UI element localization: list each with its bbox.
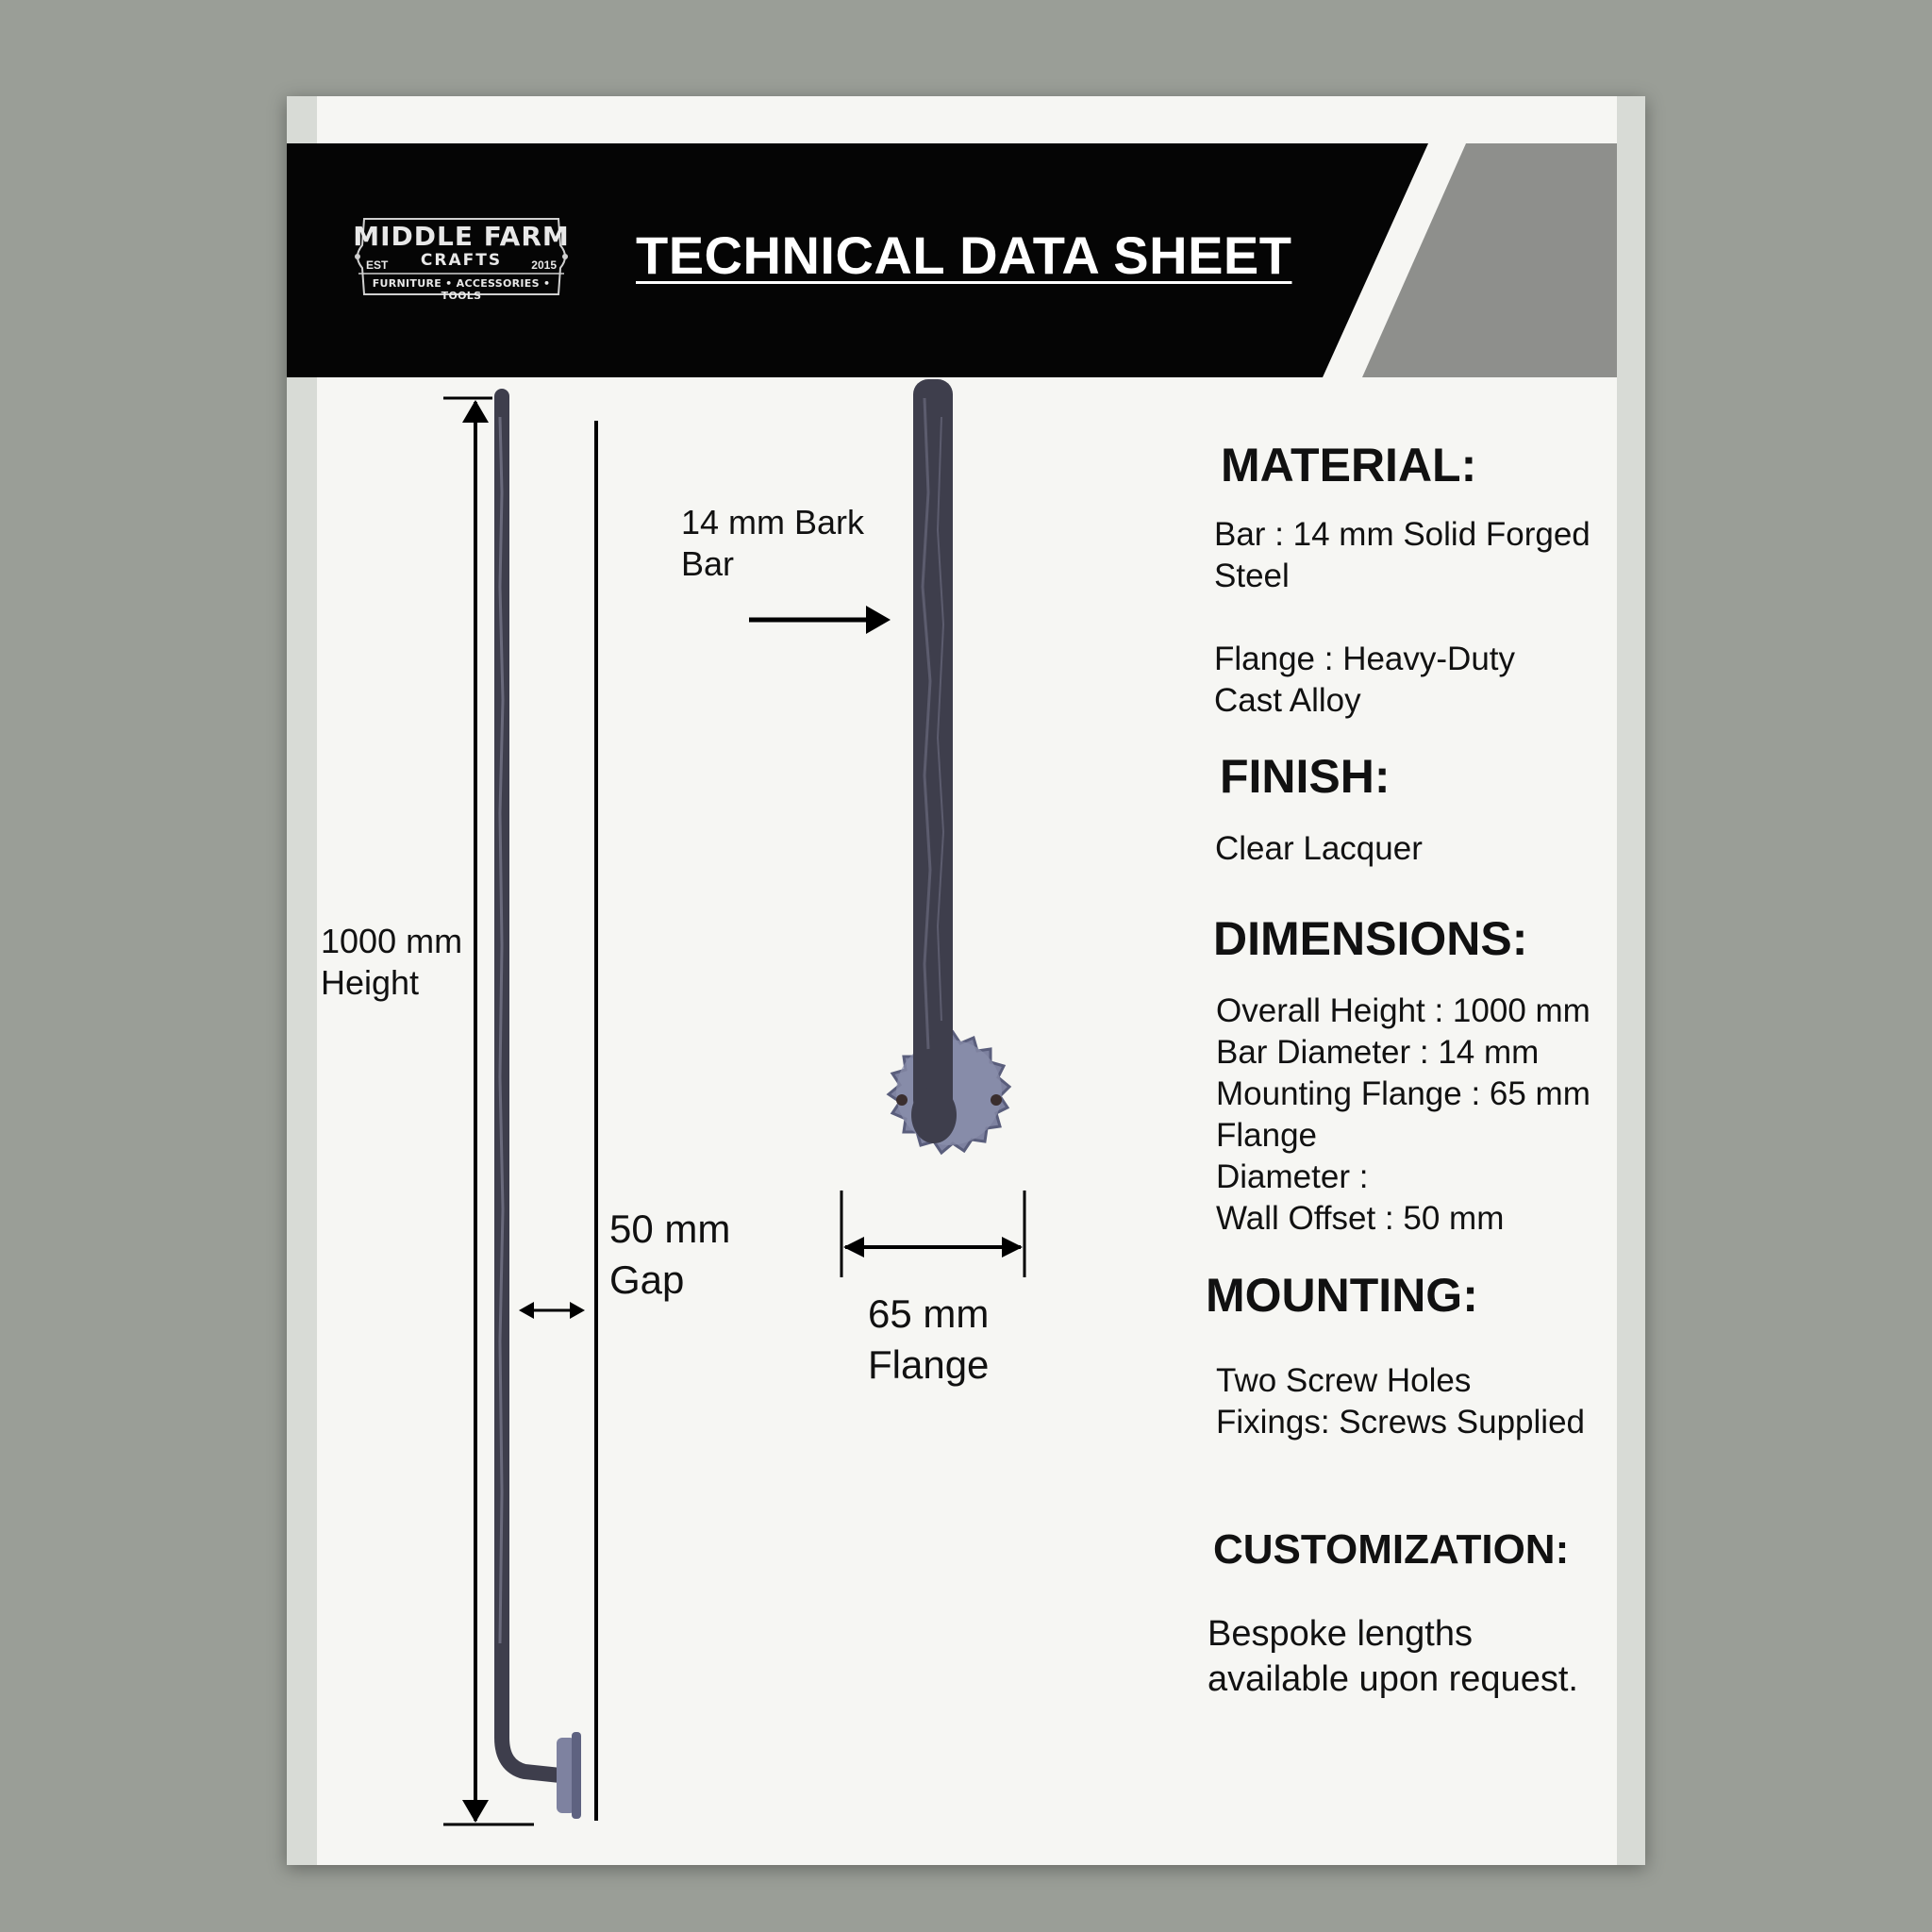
dimensions-line: Overall Height : 1000 mm	[1216, 992, 1591, 1029]
customization-text	[1208, 1611, 1578, 1702]
logo-name: MIDDLE FARM	[353, 221, 570, 252]
dimensions-line: Mounting Flange : 65 mm	[1216, 1075, 1591, 1112]
customization-line: available upon request.	[1208, 1659, 1578, 1699]
mounting-line: Fixings: Screws Supplied	[1216, 1404, 1585, 1441]
height-label	[321, 921, 462, 1004]
dimensions-line: Bar Diameter : 14 mm	[1216, 1034, 1540, 1071]
logo-tagline: FURNITURE • ACCESSORIES • TOOLS	[372, 277, 551, 302]
material-flange-line-1: Flange : Heavy-Duty	[1214, 641, 1516, 677]
side-view-flange	[557, 1732, 581, 1819]
gap-label-value: 50 mm	[609, 1207, 731, 1251]
finish-heading: FINISH:	[1220, 750, 1391, 803]
mounting-list	[1216, 1360, 1585, 1443]
logo-year: 2015	[531, 258, 557, 272]
material-bar-line-2: Steel	[1214, 558, 1290, 594]
dimensions-line: Wall Offset : 50 mm	[1216, 1200, 1505, 1237]
flange-label	[868, 1289, 989, 1391]
flange-arrow-left-icon	[843, 1237, 864, 1257]
finish-line: Clear Lacquer	[1215, 830, 1423, 867]
bar-pointer-arrow-icon	[866, 606, 891, 634]
flange-arrow-right-icon	[1002, 1237, 1023, 1257]
bar-label	[681, 502, 864, 585]
dimensions-line: Diameter :	[1216, 1158, 1369, 1195]
material-heading: MATERIAL:	[1221, 439, 1477, 491]
side-view-bar	[500, 396, 560, 1775]
dimensions-list	[1216, 991, 1591, 1240]
technical-drawing	[287, 96, 1645, 1865]
page-title: TECHNICAL DATA SHEET	[636, 225, 1292, 285]
flange-label-caption: Flange	[868, 1342, 990, 1387]
mounting-line: Two Screw Holes	[1216, 1362, 1472, 1399]
mounting-heading: MOUNTING:	[1206, 1269, 1478, 1322]
material-flange-line-2: Cast Alloy	[1214, 682, 1361, 719]
logo-crafts: CRAFTS	[420, 251, 503, 270]
customization-line: Bespoke lengths	[1208, 1614, 1473, 1654]
gap-arrow-right-icon	[570, 1302, 585, 1319]
data-sheet	[287, 96, 1645, 1865]
height-label-caption: Height	[321, 963, 420, 1002]
flange-label-value: 65 mm	[868, 1291, 990, 1336]
height-arrow-bottom-icon	[462, 1800, 489, 1823]
finish-text	[1215, 828, 1423, 870]
customization-heading: CUSTOMIZATION:	[1213, 1526, 1570, 1573]
height-arrow-top-icon	[462, 400, 489, 423]
bar-label-value: 14 mm Bark	[681, 503, 865, 541]
logo-est: EST	[366, 258, 389, 272]
material-bar-text	[1214, 514, 1591, 597]
height-label-value: 1000 mm	[321, 922, 463, 960]
dimensions-line: Flange	[1216, 1117, 1318, 1154]
material-flange-text	[1214, 639, 1515, 722]
gap-label-caption: Gap	[609, 1257, 685, 1302]
gap-arrow-left-icon	[519, 1302, 534, 1319]
gap-label	[609, 1204, 730, 1306]
front-view-bar	[911, 379, 957, 1143]
material-bar-line-1: Bar : 14 mm Solid Forged	[1214, 516, 1591, 553]
dimensions-heading: DIMENSIONS:	[1213, 912, 1528, 965]
bar-label-caption: Bar	[681, 544, 735, 583]
